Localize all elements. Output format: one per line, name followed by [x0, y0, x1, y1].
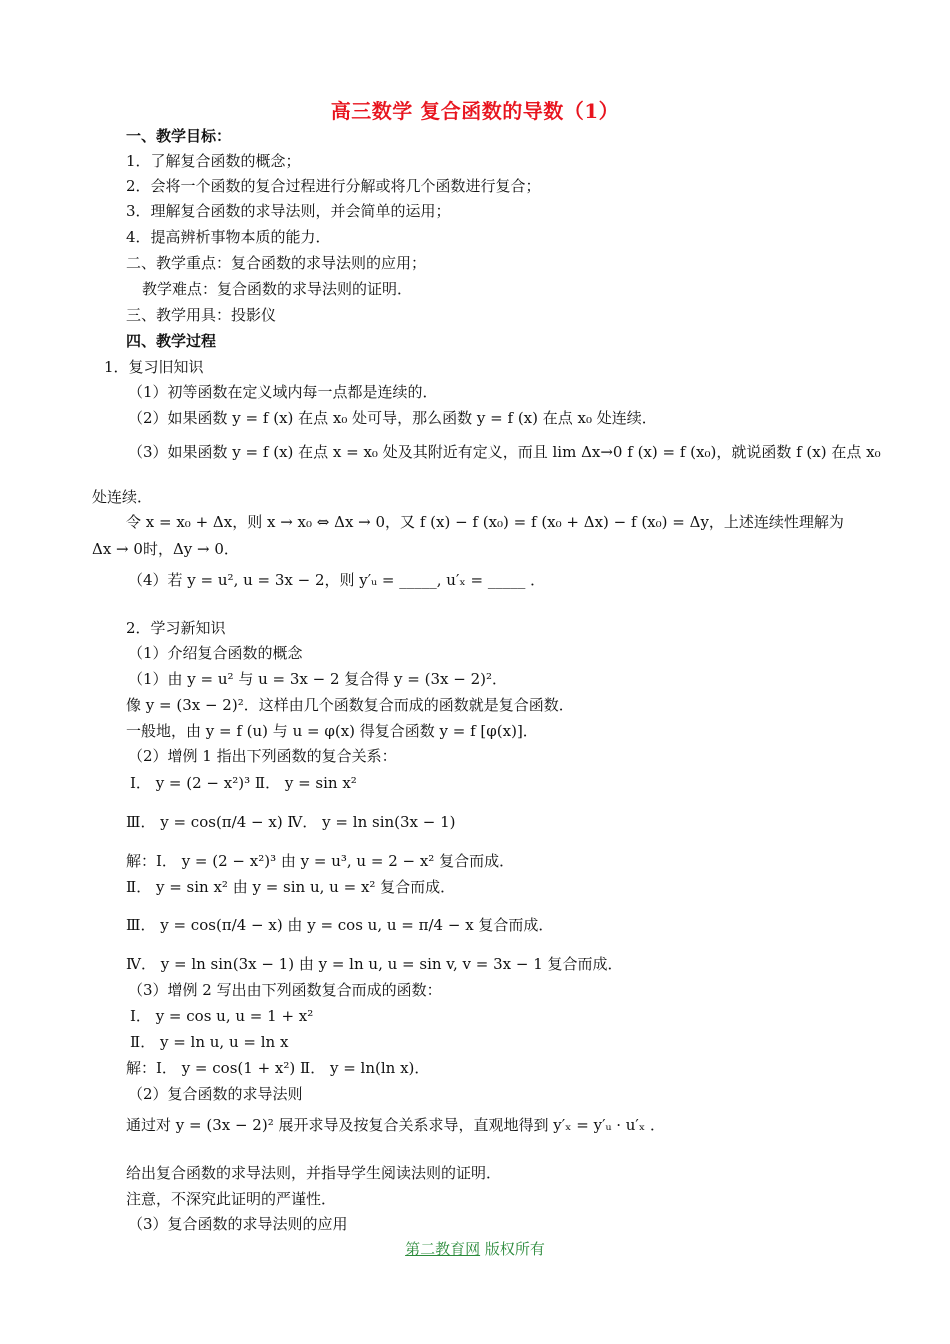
concept-example: （1）由 y = u² 与 u = 3x − 2 复合得 y = (3x − 2)²．: [128, 670, 507, 688]
section-heading-tools: 三、教学用具：投影仪: [126, 306, 277, 324]
footer-site-link[interactable]: 第二教育网: [405, 1240, 481, 1258]
difficult-points: 教学难点：复合函数的求导法则的证明．: [142, 280, 413, 298]
review-item-4: （4）若 y = u², u = 3x − 2，则 y′ᵤ = _____, u′ₓ = _____ ．: [128, 571, 546, 589]
chain-rule-rigor-note: 注意，不深究此证明的严谨性．: [126, 1190, 337, 1208]
section-heading-process: 四、教学过程: [126, 332, 217, 350]
example-1-solution-2: Ⅱ． y = sin x² 由 y = sin u, u = x² 复合而成．: [126, 878, 456, 896]
example-2-item-1: Ⅰ． y = cos u, u = 1 + x²: [130, 1007, 314, 1025]
goal-item-2: 2．会将一个函数的复合过程进行分解或将几个函数进行复合；: [126, 177, 541, 195]
continuity-restatement: 令 x = x₀ + Δx，则 x → x₀ ⇔ Δx → 0，又 f (x) − f (x₀) = f (x₀ + Δx) − f (x₀) = Δy，上述连续性理解为: [126, 513, 844, 531]
example-2-item-2: Ⅱ． y = ln u, u = ln x: [130, 1033, 289, 1051]
example-1-solution-4: Ⅳ． y = ln sin(3x − 1) 由 y = ln u, u = sin v, v = 3x − 1 复合而成．: [126, 955, 623, 973]
goal-item-4: 4．提高辨析事物本质的能力．: [126, 228, 331, 246]
chain-rule-proof-note: 给出复合函数的求导法则，并指导学生阅读法则的证明．: [126, 1164, 502, 1182]
example-1-items-b: Ⅲ． y = cos(π/4 − x) Ⅳ． y = ln sin(3x − 1): [126, 813, 456, 831]
example-1-solution-1: 解：Ⅰ． y = (2 − x²)³ 由 y = u³, u = 2 − x² 复合而成．: [126, 852, 515, 870]
example-2-solution: 解：Ⅰ． y = cos(1 + x²) Ⅱ． y = ln(ln x)．: [126, 1059, 430, 1077]
example-1-heading: （2）增例 1 指出下列函数的复合关系：: [128, 747, 397, 765]
chain-rule-derivation: 通过对 y = (3x − 2)² 展开求导及按复合关系求导，直观地得到 y′ₓ = y′ᵤ · u′ₓ ．: [126, 1116, 665, 1134]
review-item-3-cont: 处连续．: [92, 488, 153, 506]
example-1-solution-3: Ⅲ． y = cos(π/4 − x) 由 y = cos u, u = π/4 − x 复合而成．: [126, 916, 554, 934]
example-1-items-a: Ⅰ． y = (2 − x²)³ Ⅱ． y = sin x²: [130, 774, 357, 792]
review-item-3: （3）如果函数 y = f (x) 在点 x = x₀ 处及其附近有定义，而且 lim Δx→0 f (x) = f (x₀)，就说函数 f (x) 在点 x₀: [128, 443, 881, 461]
chain-rule-heading: （2）复合函数的求导法则: [128, 1085, 303, 1103]
continuity-restatement-cont: Δx → 0时，Δy → 0．: [92, 540, 239, 558]
section-heading-key-points: 二、教学重点：复合函数的求导法则的应用；: [126, 254, 427, 272]
footer-copyright-text: 版权所有: [480, 1240, 545, 1258]
page-title: 高三数学 复合函数的导数（1）: [330, 99, 620, 123]
example-2-heading: （3）增例 2 写出由下列函数复合而成的函数：: [128, 981, 442, 999]
goal-item-1: 1．了解复合函数的概念；: [126, 152, 301, 170]
new-knowledge-heading: 2．学习新知识: [126, 619, 226, 637]
concept-definition: 像 y = (3x − 2)²．这样由几个函数复合而成的函数就是复合函数．: [126, 696, 574, 714]
review-item-1: （1）初等函数在定义域内每一点都是连续的．: [128, 383, 438, 401]
concept-general: 一般地，由 y = f (u) 与 u = φ(x) 得复合函数 y = f [φ(x)]．: [126, 722, 538, 740]
goal-item-3: 3．理解复合函数的求导法则，并会简单的运用；: [126, 202, 451, 220]
copyright-footer: [0, 1238, 950, 1259]
review-heading: 1．复习旧知识: [104, 358, 204, 376]
section-heading-goals: 一、教学目标：: [126, 127, 232, 145]
chain-rule-application-heading: （3）复合函数的求导法则的应用: [128, 1215, 348, 1233]
review-item-2: （2）如果函数 y = f (x) 在点 x₀ 处可导，那么函数 y = f (x) 在点 x₀ 处连续．: [128, 409, 657, 427]
concept-heading: （1）介绍复合函数的概念: [128, 644, 303, 662]
